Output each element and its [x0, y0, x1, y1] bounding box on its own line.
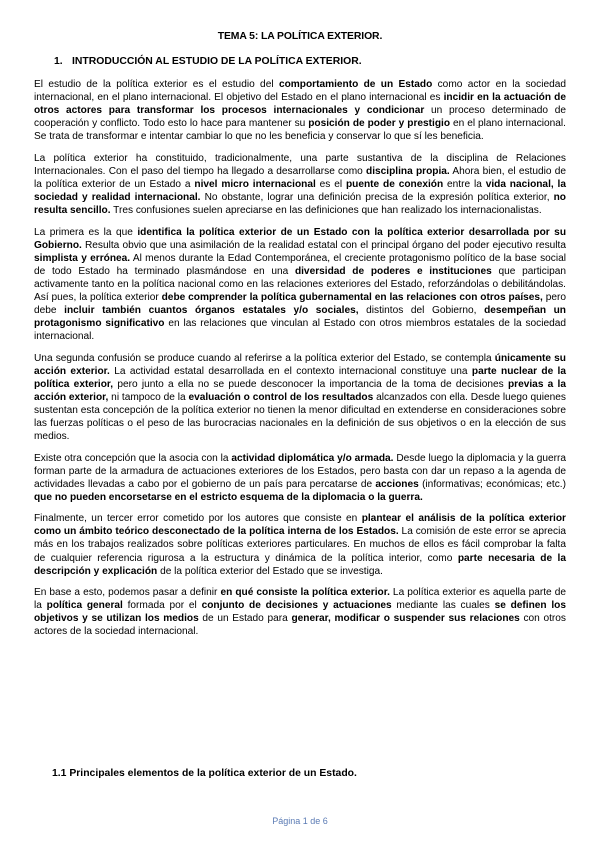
bold-text-run: desempeñan un protagonismo significativo — [34, 304, 566, 329]
text-run: Resulta obvio que una asimilación de la realidad estatal con el principal órgano del poder ejecutivo resulta — [81, 239, 566, 251]
text-run: En base a esto, podemos pasar a definir — [34, 587, 221, 599]
bold-text-run: no resulta sencillo. — [34, 191, 566, 217]
bold-text-run: previas a la acción exterior, — [34, 378, 567, 403]
text-run: de la política exterior del Estado que se investiga. — [157, 565, 383, 577]
text-run: ni tampoco de la — [108, 391, 189, 403]
bold-text-run: se definen los objetivos y se utilizan los medios — [34, 600, 566, 625]
document-body — [34, 78, 566, 647]
bold-text-run: conjunto de decisiones y actuaciones — [201, 600, 392, 612]
paragraph — [34, 352, 566, 443]
bold-text-run: evaluación o control de los resultados — [188, 391, 374, 403]
text-run: (informativas; económicas; etc.) — [418, 478, 566, 490]
paragraph — [34, 586, 566, 638]
bold-text-run: parte nuclear de la política exterior, — [34, 365, 567, 390]
text-run: Desde luego la diplomacia y la guerra forman parte de la armadura de actuaciones exteriores de los Estados, pero basta con dar un repaso a la agenda de actividades llevadas a cabo por el gobierno de un país para percatarse de — [34, 452, 566, 490]
text-run: Al menos durante la Edad Contemporánea, el creciente protagonismo político de la base social de todo Estado ha terminado plasmándose en una — [34, 252, 566, 277]
bold-text-run: identifica la política exterior de un Estado con la política exterior desarrollada por su Gobierno. — [34, 226, 567, 251]
text-run: pero debe — [34, 291, 567, 316]
text-run: No obstante, lograr una definición precisa de la expresión política exterior, — [200, 191, 554, 203]
text-run: con otros actores de la sociedad internacional. — [34, 613, 566, 638]
bold-text-run: comportamiento de un Estado — [278, 79, 433, 90]
text-run: El estudio de la política exterior es el estudio del — [34, 79, 279, 90]
text-run: Tres confusiones suelen apreciarse en las definiciones que han realizado los internacionalistas. — [110, 205, 542, 217]
text-run: Ahora bien, el estudio de la política exterior de un Estado a — [34, 165, 566, 190]
bold-text-run: generar, modificar o suspender sus relaciones — [291, 613, 520, 625]
bold-text-run: vida nacional, la sociedad y realidad internacional. — [34, 178, 566, 203]
text-run: Finalmente, un tercer error cometido por los autores que consiste en — [34, 513, 362, 525]
text-run: es el — [315, 178, 346, 190]
text-run: formada por el — [122, 600, 202, 612]
text-run: de un Estado para — [198, 613, 292, 625]
paragraph — [34, 78, 566, 143]
bold-text-run: que no pueden encorsetarse en el estricto esquema de la diplomacia o la guerra. — [34, 491, 423, 503]
bold-text-run: debe comprender la política gubernamental en las relaciones con otros países, — [161, 291, 543, 303]
bold-text-run: puente de conexión — [345, 178, 444, 190]
bold-text-run: parte necesaria de la descripción y explicación — [34, 552, 566, 577]
section-number: 1. — [54, 56, 63, 67]
bold-text-run: incidir en la actuación de otros actores para transformar los procesos internacionales y condicionar — [34, 92, 566, 117]
text-run: La política exterior es aquella parte de la — [34, 587, 566, 612]
bold-text-run: plantear el análisis de la política exterior como un ámbito teórico desconectado de la política interna de los Estados. — [34, 513, 566, 538]
bold-text-run: posición de poder y prestigio — [308, 118, 451, 130]
bold-text-run: diversidad de poderes e instituciones — [294, 265, 492, 277]
text-run: mediante las cuales — [391, 600, 495, 612]
bold-text-run: acciones — [375, 478, 419, 490]
text-run: entre la — [443, 178, 486, 190]
text-run: como actor en la sociedad internacional, en el plano internacional. El objetivo del Estado en el plano internacional es — [34, 79, 566, 104]
subsection-heading: 1.1 Principales elementos de la política exterior de un Estado. — [52, 768, 357, 779]
bold-text-run: incluir también cuantos órganos estatales y/o sociales, — [64, 304, 359, 316]
bold-text-run: simplista y errónea. — [34, 252, 131, 264]
bold-text-run: nivel micro internacional — [194, 178, 316, 190]
bold-text-run: política general — [46, 600, 123, 612]
section-heading — [54, 56, 362, 67]
section-heading-text: INTRODUCCIÓN AL ESTUDIO DE LA POLÍTICA EXTERIOR. — [72, 56, 362, 67]
text-run: distintos del Gobierno, — [358, 304, 485, 316]
text-run: en el plano internacional. Se trata de transformar e intentar cambiar lo que no les beneficia y conservar lo que sí les beneficia. — [34, 118, 566, 143]
bold-text-run: actividad diplomática y/o armada. — [231, 452, 394, 464]
page-number-footer: Página 1 de 6 — [272, 816, 328, 826]
text-run: Una segunda confusión se produce cuando al referirse a la política exterior del Estado, se contempla — [34, 352, 495, 364]
text-run: La política exterior ha constituido, tradicionalmente, una parte sustantiva de la disciplina de Relaciones Internacionales. Con el paso del tiempo ha llegado a desarrollarse como — [34, 152, 566, 177]
text-run: un proceso determinado de cooperación y conflicto. Todo esto lo hace para mantener su — [34, 105, 566, 130]
text-run: alcanzados con ella. Desde luego quienes sustentan esta concepción de la política exterior no tienen la menor dificultad en extenderse en consideraciones sobre las fuerzas políticas o el peso de las burocracias nacionales en la definición de sus objetivos o en la elección de sus medios. — [34, 391, 566, 442]
paragraph — [34, 226, 566, 343]
text-run: en las relaciones que vinculan al Estado con otros miembros estatales de la sociedad internacional. — [34, 317, 566, 343]
paragraph — [34, 452, 566, 504]
bold-text-run: en qué consiste la política exterior. — [220, 587, 390, 599]
paragraph — [34, 512, 566, 577]
paragraph — [34, 152, 566, 217]
text-run: La actividad estatal desarrollada en el contexto internacional constituye una — [109, 365, 472, 377]
text-run: Existe otra concepción que la asocia con la — [34, 452, 232, 464]
text-run: pero junto a ella no se puede desconocer la importancia de la toma de decisiones — [113, 378, 508, 390]
bold-text-run: únicamente su acción exterior. — [34, 352, 566, 377]
document-title: TEMA 5: LA POLÍTICA EXTERIOR. — [217, 31, 383, 42]
text-run: La comisión de este error se aprecia más en los trabajos realizados sobre políticas exteriores particulares. En muchos de ellos es fácil comprobar la falta de cualquier referencia rigurosa a la estructura y dinámica de la política interior, como — [34, 526, 566, 564]
text-run: que participan activamente tanto en la política nacional como en las relaciones exteriores del Estado, reforzándolas o debilitándolas. Así pues, la política exterior — [34, 265, 566, 303]
bold-text-run: disciplina propia. — [366, 165, 450, 177]
text-run: La primera es la que — [34, 226, 138, 238]
